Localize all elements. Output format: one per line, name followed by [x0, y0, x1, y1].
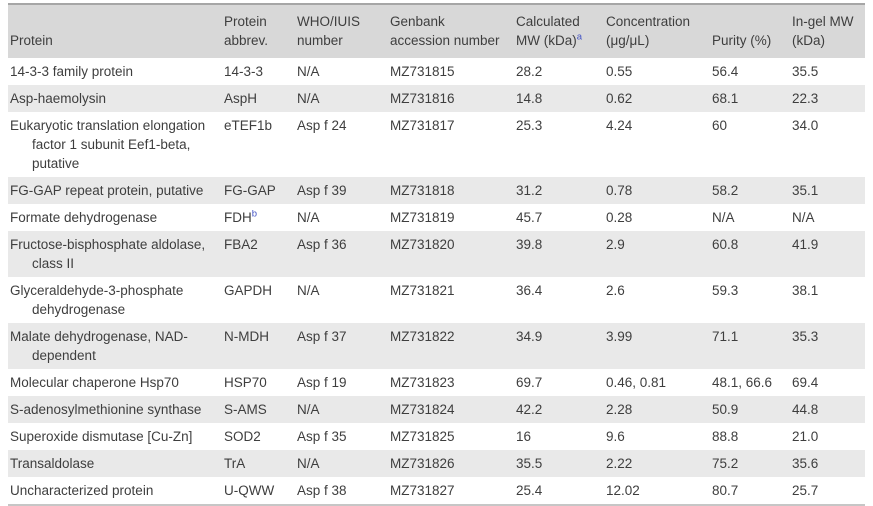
- table-header-row: [8, 4, 865, 58]
- cell-value: Glyceraldehyde-3-phosphate dehydrogenase: [10, 283, 184, 317]
- cell-value: 38.1: [792, 283, 819, 298]
- cell-genbank: [388, 323, 514, 369]
- cell-ingel_mw: [790, 58, 865, 85]
- cell-purity: [710, 369, 790, 396]
- cell-calc_mw: [514, 231, 604, 277]
- cell-value: 14-3-3 family protein: [10, 64, 134, 79]
- cell-value: 14-3-3: [224, 64, 264, 79]
- cell-value: 36.4: [516, 283, 543, 298]
- cell-value: Superoxide dismutase [Cu-Zn]: [10, 429, 193, 444]
- cell-value: 35.5: [516, 456, 543, 471]
- cell-ingel_mw: [790, 323, 865, 369]
- cell-purity: [710, 112, 790, 177]
- protein-table-container: [8, 3, 865, 506]
- footnote-marker: b: [251, 208, 258, 220]
- table-row: [8, 177, 865, 204]
- column-header-label: Concentration (μg/μL): [606, 14, 691, 48]
- protein-table: [8, 3, 865, 506]
- cell-value: N/A: [297, 456, 320, 471]
- cell-value: Uncharacterized protein: [10, 483, 154, 498]
- table-row: [8, 112, 865, 177]
- cell-who_iuis: [295, 58, 388, 85]
- cell-ingel_mw: [790, 204, 865, 231]
- cell-genbank: [388, 58, 514, 85]
- cell-calc_mw: [514, 396, 604, 423]
- cell-value: MZ731816: [390, 91, 455, 106]
- cell-protein: [8, 112, 222, 177]
- cell-ingel_mw: [790, 177, 865, 204]
- cell-ingel_mw: [790, 112, 865, 177]
- cell-abbrev: [222, 85, 295, 112]
- cell-who_iuis: [295, 369, 388, 396]
- cell-calc_mw: [514, 85, 604, 112]
- cell-value: 34.0: [792, 118, 819, 133]
- cell-purity: [710, 423, 790, 450]
- footnote-marker: a: [576, 31, 583, 43]
- cell-protein: [8, 423, 222, 450]
- cell-value: 48.1, 66.6: [712, 375, 773, 390]
- cell-value: Asp-haemolysin: [10, 91, 107, 106]
- cell-genbank: [388, 477, 514, 505]
- cell-value: MZ731826: [390, 456, 455, 471]
- cell-purity: [710, 277, 790, 323]
- cell-protein: [8, 323, 222, 369]
- cell-value: Malate dehydrogenase, NAD-dependent: [10, 329, 188, 363]
- cell-value: Molecular chaperone Hsp70: [10, 375, 179, 390]
- cell-who_iuis: [295, 112, 388, 177]
- cell-calc_mw: [514, 477, 604, 505]
- column-header-protein: [8, 4, 222, 58]
- cell-value: 69.4: [792, 375, 819, 390]
- cell-who_iuis: [295, 85, 388, 112]
- cell-value: FDH: [224, 210, 252, 225]
- cell-value: 25.3: [516, 118, 543, 133]
- cell-concentration: [604, 323, 710, 369]
- cell-value: 59.3: [712, 283, 739, 298]
- cell-genbank: [388, 85, 514, 112]
- cell-purity: [710, 477, 790, 505]
- cell-concentration: [604, 85, 710, 112]
- column-header-label: Calculated MW (kDa): [516, 14, 580, 48]
- cell-value: 2.28: [606, 402, 633, 417]
- cell-concentration: [604, 369, 710, 396]
- cell-who_iuis: [295, 396, 388, 423]
- cell-concentration: [604, 204, 710, 231]
- cell-protein: [8, 477, 222, 505]
- cell-genbank: [388, 231, 514, 277]
- cell-genbank: [388, 450, 514, 477]
- cell-value: N/A: [297, 283, 320, 298]
- column-header-abbrev: [222, 4, 295, 58]
- cell-value: 60.8: [712, 237, 739, 252]
- cell-value: 44.8: [792, 402, 819, 417]
- cell-who_iuis: [295, 277, 388, 323]
- cell-value: 28.2: [516, 64, 543, 79]
- cell-value: N-MDH: [224, 329, 269, 344]
- cell-value: MZ731818: [390, 183, 455, 198]
- column-header-label: Protein abbrev.: [224, 14, 269, 48]
- cell-who_iuis: [295, 204, 388, 231]
- cell-calc_mw: [514, 369, 604, 396]
- cell-value: 45.7: [516, 210, 543, 225]
- cell-concentration: [604, 477, 710, 505]
- cell-value: MZ731820: [390, 237, 455, 252]
- cell-abbrev: [222, 423, 295, 450]
- cell-concentration: [604, 112, 710, 177]
- cell-value: N/A: [297, 210, 320, 225]
- cell-value: N/A: [712, 210, 735, 225]
- cell-value: 35.5: [792, 64, 819, 79]
- cell-value: FG-GAP: [224, 183, 276, 198]
- cell-value: GAPDH: [224, 283, 273, 298]
- cell-value: S-adenosylmethionine synthase: [10, 402, 202, 417]
- cell-ingel_mw: [790, 396, 865, 423]
- cell-value: S-AMS: [224, 402, 267, 417]
- cell-protein: [8, 58, 222, 85]
- cell-concentration: [604, 231, 710, 277]
- cell-value: MZ731821: [390, 283, 455, 298]
- cell-ingel_mw: [790, 450, 865, 477]
- cell-purity: [710, 323, 790, 369]
- cell-protein: [8, 277, 222, 323]
- cell-value: 2.6: [606, 283, 625, 298]
- cell-abbrev: [222, 369, 295, 396]
- table-row: [8, 277, 865, 323]
- cell-protein: [8, 204, 222, 231]
- cell-abbrev: [222, 58, 295, 85]
- cell-value: 14.8: [516, 91, 543, 106]
- cell-protein: [8, 369, 222, 396]
- cell-value: Asp f 38: [297, 483, 347, 498]
- cell-value: 0.62: [606, 91, 633, 106]
- cell-purity: [710, 85, 790, 112]
- table-body: [8, 58, 865, 505]
- cell-abbrev: [222, 450, 295, 477]
- column-header-label: In-gel MW (kDa): [792, 14, 854, 48]
- cell-concentration: [604, 177, 710, 204]
- cell-abbrev: [222, 204, 295, 231]
- cell-purity: [710, 450, 790, 477]
- cell-value: 4.24: [606, 118, 633, 133]
- column-header-ingel_mw: [790, 4, 865, 58]
- cell-value: Asp f 36: [297, 237, 347, 252]
- cell-value: 41.9: [792, 237, 819, 252]
- cell-calc_mw: [514, 58, 604, 85]
- cell-abbrev: [222, 396, 295, 423]
- column-header-concentration: [604, 4, 710, 58]
- cell-value: 25.4: [516, 483, 543, 498]
- table-row: [8, 477, 865, 505]
- cell-value: MZ731825: [390, 429, 455, 444]
- cell-value: 75.2: [712, 456, 739, 471]
- table-row: [8, 396, 865, 423]
- cell-value: N/A: [792, 210, 815, 225]
- cell-value: Asp f 39: [297, 183, 347, 198]
- cell-abbrev: [222, 477, 295, 505]
- cell-abbrev: [222, 177, 295, 204]
- cell-value: MZ731823: [390, 375, 455, 390]
- cell-value: 3.99: [606, 329, 633, 344]
- cell-value: 35.1: [792, 183, 819, 198]
- cell-value: 0.28: [606, 210, 633, 225]
- cell-purity: [710, 231, 790, 277]
- table-row: [8, 231, 865, 277]
- cell-value: eTEF1b: [224, 118, 273, 133]
- cell-abbrev: [222, 323, 295, 369]
- cell-value: U-QWW: [224, 483, 275, 498]
- cell-protein: [8, 231, 222, 277]
- cell-calc_mw: [514, 112, 604, 177]
- cell-value: 39.8: [516, 237, 543, 252]
- cell-value: 35.3: [792, 329, 819, 344]
- cell-genbank: [388, 177, 514, 204]
- cell-value: TrA: [224, 456, 246, 471]
- cell-who_iuis: [295, 423, 388, 450]
- cell-concentration: [604, 450, 710, 477]
- cell-purity: [710, 396, 790, 423]
- cell-value: 88.8: [712, 429, 739, 444]
- column-header-label: Protein: [10, 33, 53, 48]
- cell-calc_mw: [514, 423, 604, 450]
- cell-value: 42.2: [516, 402, 543, 417]
- table-row: [8, 450, 865, 477]
- cell-protein: [8, 85, 222, 112]
- cell-value: MZ731824: [390, 402, 455, 417]
- cell-calc_mw: [514, 204, 604, 231]
- table-row: [8, 58, 865, 85]
- cell-value: 22.3: [792, 91, 819, 106]
- cell-ingel_mw: [790, 85, 865, 112]
- cell-value: Eukaryotic translation elongation factor 1 subunit Eef1-beta, putative: [10, 118, 206, 171]
- cell-purity: [710, 58, 790, 85]
- table-row: [8, 423, 865, 450]
- cell-value: 2.22: [606, 456, 633, 471]
- cell-calc_mw: [514, 450, 604, 477]
- cell-value: MZ731827: [390, 483, 455, 498]
- cell-abbrev: [222, 112, 295, 177]
- cell-who_iuis: [295, 323, 388, 369]
- cell-concentration: [604, 423, 710, 450]
- cell-value: SOD2: [224, 429, 261, 444]
- cell-genbank: [388, 423, 514, 450]
- column-header-genbank: [388, 4, 514, 58]
- cell-value: 21.0: [792, 429, 819, 444]
- cell-genbank: [388, 277, 514, 323]
- cell-value: 80.7: [712, 483, 739, 498]
- cell-who_iuis: [295, 450, 388, 477]
- cell-protein: [8, 450, 222, 477]
- cell-value: Asp f 24: [297, 118, 347, 133]
- cell-value: Asp f 37: [297, 329, 347, 344]
- cell-protein: [8, 177, 222, 204]
- cell-calc_mw: [514, 323, 604, 369]
- cell-value: MZ731819: [390, 210, 455, 225]
- column-header-who_iuis: [295, 4, 388, 58]
- column-header-label: Genbank accession number: [390, 14, 500, 48]
- cell-value: 58.2: [712, 183, 739, 198]
- cell-value: 0.55: [606, 64, 633, 79]
- cell-genbank: [388, 204, 514, 231]
- cell-concentration: [604, 277, 710, 323]
- cell-ingel_mw: [790, 369, 865, 396]
- cell-value: Asp f 19: [297, 375, 347, 390]
- cell-value: 31.2: [516, 183, 543, 198]
- cell-protein: [8, 396, 222, 423]
- cell-value: 69.7: [516, 375, 543, 390]
- cell-value: MZ731822: [390, 329, 455, 344]
- cell-value: N/A: [297, 91, 320, 106]
- cell-ingel_mw: [790, 277, 865, 323]
- column-header-calc_mw: [514, 4, 604, 58]
- cell-genbank: [388, 369, 514, 396]
- table-header: [8, 4, 865, 58]
- cell-value: 35.6: [792, 456, 819, 471]
- cell-value: 25.7: [792, 483, 819, 498]
- cell-value: HSP70: [224, 375, 267, 390]
- cell-value: Fructose-bisphosphate aldolase, class II: [10, 237, 206, 271]
- cell-who_iuis: [295, 477, 388, 505]
- table-row: [8, 204, 865, 231]
- cell-value: AspH: [224, 91, 258, 106]
- cell-value: N/A: [297, 402, 320, 417]
- cell-genbank: [388, 112, 514, 177]
- cell-value: Transaldolase: [10, 456, 95, 471]
- table-row: [8, 85, 865, 112]
- cell-abbrev: [222, 277, 295, 323]
- cell-value: FBA2: [224, 237, 258, 252]
- cell-value: 60: [712, 118, 728, 133]
- column-header-label: WHO/IUIS number: [297, 14, 360, 48]
- table-row: [8, 369, 865, 396]
- cell-value: 68.1: [712, 91, 739, 106]
- table-row: [8, 323, 865, 369]
- cell-calc_mw: [514, 177, 604, 204]
- cell-calc_mw: [514, 277, 604, 323]
- cell-purity: [710, 177, 790, 204]
- column-header-label: Purity (%): [712, 33, 772, 48]
- cell-value: 9.6: [606, 429, 625, 444]
- cell-value: 2.9: [606, 237, 625, 252]
- cell-value: 12.02: [606, 483, 640, 498]
- cell-genbank: [388, 396, 514, 423]
- cell-value: N/A: [297, 64, 320, 79]
- cell-value: Asp f 35: [297, 429, 347, 444]
- cell-value: MZ731817: [390, 118, 455, 133]
- cell-concentration: [604, 58, 710, 85]
- cell-value: MZ731815: [390, 64, 455, 79]
- cell-abbrev: [222, 231, 295, 277]
- cell-concentration: [604, 396, 710, 423]
- cell-value: 0.46, 0.81: [606, 375, 667, 390]
- cell-ingel_mw: [790, 231, 865, 277]
- cell-who_iuis: [295, 231, 388, 277]
- cell-purity: [710, 204, 790, 231]
- cell-value: 0.78: [606, 183, 633, 198]
- cell-ingel_mw: [790, 423, 865, 450]
- cell-value: Formate dehydrogenase: [10, 210, 158, 225]
- cell-value: 56.4: [712, 64, 739, 79]
- column-header-purity: [710, 4, 790, 58]
- cell-ingel_mw: [790, 477, 865, 505]
- cell-who_iuis: [295, 177, 388, 204]
- cell-value: FG-GAP repeat protein, putative: [10, 183, 204, 198]
- cell-value: 71.1: [712, 329, 739, 344]
- cell-value: 50.9: [712, 402, 739, 417]
- cell-value: 34.9: [516, 329, 543, 344]
- cell-value: 16: [516, 429, 532, 444]
